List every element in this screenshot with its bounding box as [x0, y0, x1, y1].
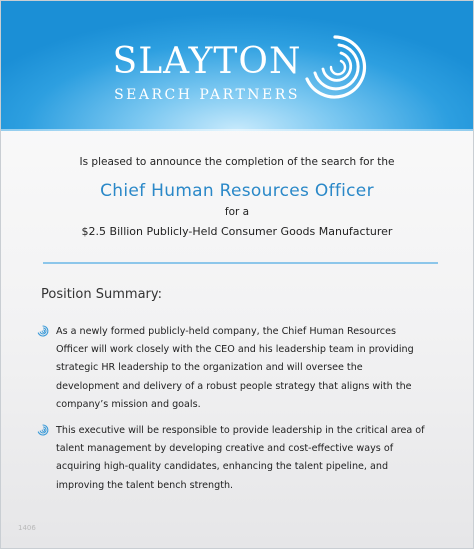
list-item	[37, 323, 427, 414]
logo-subtitle: SEARCH PARTNERS	[114, 87, 300, 103]
bullet-text: This executive will be responsible to provide leadership in the critical area of talent management by developing creative and cost-effective ways of acquiring high-quality candidates, enhancing the talent pipeline, and improving the talent bench strength.	[56, 425, 425, 491]
swirl-icon	[37, 424, 49, 436]
document-code: 1406	[18, 524, 36, 532]
bullet-text: As a newly formed publicly-held company, the Chief Human Resources Officer will work closely with the CEO and his leadership team in providing strategic HR leadership to the organization and will oversee the development and delivery of a robust people strategy that aligns with the company’s mission and goals.	[56, 326, 414, 410]
list-item	[37, 422, 427, 495]
section-divider	[43, 262, 438, 264]
announcement-for: for a	[224, 206, 250, 218]
summary-bullets	[37, 323, 427, 503]
announcement-intro: Is pleased to announce the completion of the search for the	[79, 156, 395, 168]
swirl-logo-icon	[299, 31, 371, 103]
position-title: Chief Human Resources Officer	[100, 181, 374, 201]
header-banner	[1, 1, 473, 131]
client-description: $2.5 Billion Publicly-Held Consumer Goods Manufacturer	[81, 225, 393, 238]
section-title: Position Summary:	[41, 287, 163, 302]
swirl-icon	[37, 325, 49, 337]
logo-title: SLAYTON	[112, 41, 302, 82]
